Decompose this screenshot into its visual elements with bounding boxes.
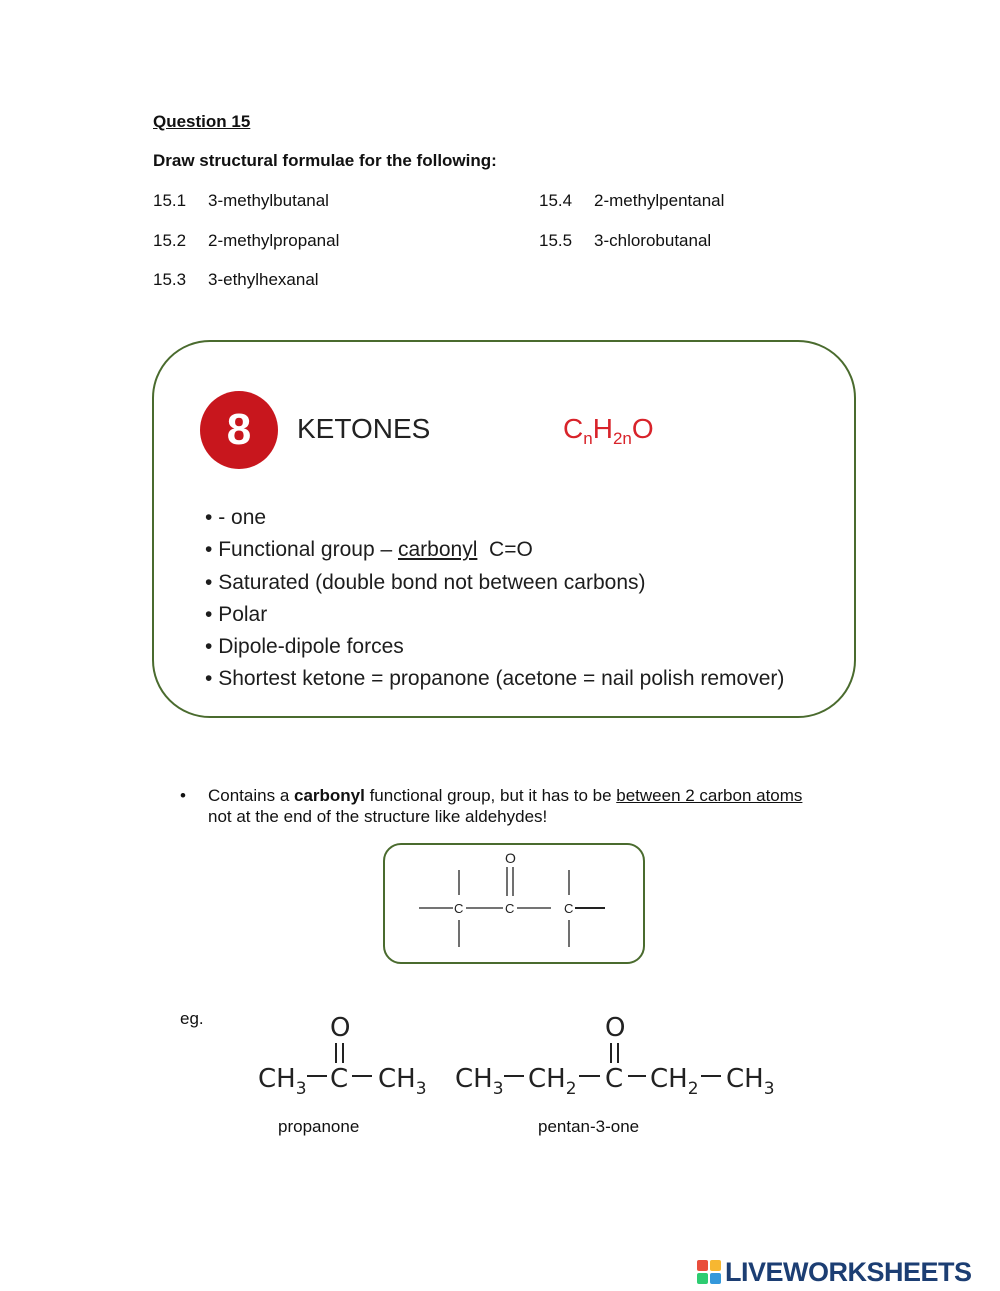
formula-oxygen: O [631,413,654,444]
note-bold: carbonyl [294,786,365,805]
note-underline: between 2 carbon atoms [616,786,803,805]
formula-ch: CH [650,1064,688,1094]
section-number-badge: 8 [200,391,278,469]
formula-n: n [583,429,593,448]
methylene-group [528,1064,577,1099]
property-text: C=O [477,538,533,562]
methyl-group [726,1064,775,1099]
property-text: Dipole-dipole forces [218,635,404,659]
formula-sub: 3 [415,1079,427,1099]
section-title: KETONES [297,413,431,444]
formula-sub: 3 [492,1079,504,1099]
atom-carbon: C [605,1064,624,1094]
note-text: functional group, but it has to be [364,786,617,805]
liveworksheets-logo [697,1256,972,1288]
general-ketone-structure [383,843,645,964]
formula-hydrogen: H [592,413,613,444]
item-number: 15.4 [539,191,573,210]
logo-square [697,1260,708,1271]
example-label: eg. [180,1009,204,1028]
atom-oxygen: O [605,1013,626,1043]
atom-carbon: C [330,1064,349,1094]
formula-sub: 2 [687,1079,699,1099]
atom-carbon: C [564,901,574,916]
property-item [205,505,784,537]
formula-carbon: C [563,413,584,444]
formula-sub: 3 [763,1079,775,1099]
question-item [153,270,319,290]
question-title: Question 15 [153,112,251,131]
item-number: 15.1 [153,191,187,210]
formula-2n: 2n [612,429,632,448]
logo-square [710,1273,721,1284]
item-name: 3-ethylhexanal [208,270,319,289]
item-name: 3-chlorobutanal [594,231,712,250]
formula-sub: 2 [565,1079,577,1099]
property-item [205,537,784,569]
property-text: Polar [218,602,268,626]
logo-square [697,1273,708,1284]
property-text: Saturated (double bond not between carbons) [218,570,646,594]
bullet-dot: • [180,786,186,805]
atom-carbon: C [505,901,515,916]
note-text: Contains a [208,786,294,805]
formula-ch: CH [455,1064,493,1094]
question-item [153,231,339,251]
item-name: 2-methylpentanal [594,191,725,210]
formula-ch: CH [726,1064,764,1094]
property-text: Shortest ketone = propanone (acetone = nail polish remover) [218,667,785,691]
formula-ch: CH [378,1064,416,1094]
question-item [153,191,329,211]
property-text: Functional group – [218,538,398,562]
atom-carbon: C [454,901,464,916]
logo-icon [697,1260,721,1284]
logo-text: LIVEWORKSHEETS [725,1256,972,1287]
property-item [205,570,784,602]
formula-ch: CH [258,1064,296,1094]
pentan-3-one-caption: pentan-3-one [538,1117,640,1136]
carbonyl-note [180,785,820,827]
propanone-structure [250,1010,440,1100]
question-instruction: Draw structural formulae for the following: [153,151,497,170]
ketone-properties-list [205,505,784,699]
propanone-caption: propanone [278,1117,360,1136]
pentan-3-one-structure [450,1010,790,1100]
item-number: 15.2 [153,231,187,250]
question-item [539,231,711,251]
question-item [539,191,724,211]
item-name: 2-methylpropanal [208,231,340,250]
item-number: 15.5 [539,231,573,250]
methyl-group [258,1064,307,1099]
item-number: 15.3 [153,270,187,289]
atom-oxygen: O [330,1013,351,1043]
methylene-group [650,1064,699,1099]
property-item [205,634,784,666]
formula-sub: 3 [295,1079,307,1099]
property-item [205,602,784,634]
carbonyl-term: carbonyl [397,538,478,562]
logo-square [710,1260,721,1271]
property-item [205,666,784,698]
atom-oxygen: O [505,850,516,866]
note-text: not at the end of the structure like aldehydes! [208,807,548,826]
methyl-group [378,1064,427,1099]
formula-ch: CH [528,1064,566,1094]
general-formula [563,413,654,449]
item-name: 3-methylbutanal [208,191,329,210]
methyl-group [455,1064,504,1099]
property-text: - one [218,506,267,529]
